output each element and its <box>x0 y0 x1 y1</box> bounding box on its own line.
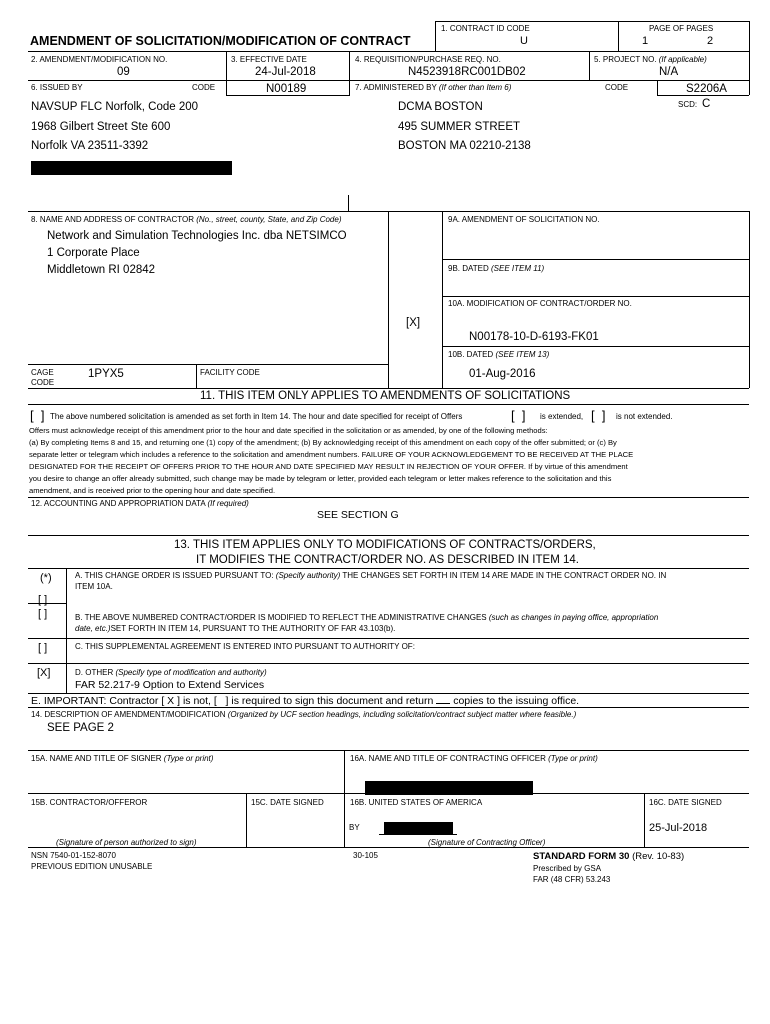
scd-value: C <box>702 98 711 110</box>
not-extended-checkbox[interactable]: [ ] <box>591 408 606 423</box>
standard-form-title <box>533 851 684 862</box>
item-13a-line-2: ITEM 10A. <box>75 582 113 591</box>
item-e-text-3: is required to sign this document and return <box>231 695 434 707</box>
officer-signature-caption: (Signature of Contracting Officer) <box>428 838 546 847</box>
previous-edition-note: PREVIOUS EDITION UNUSABLE <box>31 862 153 871</box>
issued-by-line-3: Norfolk VA 23511-3392 <box>31 140 149 152</box>
standard-form-rev: (Rev. 10-83) <box>632 851 685 862</box>
item-12-label-note: (If required) <box>207 499 249 508</box>
contractor-date-signed-label: 15C. DATE SIGNED <box>251 798 324 807</box>
item-11-para-line-3: separate letter or telegram which includes a reference to the solicitation and amendment numbers. FAILURE OF YOUR ACKNOWLEDGEMENT TO BE RECEIVED AT THE PLACE <box>29 450 634 459</box>
item-13b-text-2: SET FORTH IN ITEM 14, PURSUANT TO THE AUTHORITY OF FAR 43.103(b). <box>110 624 396 633</box>
requisition-label: 4. REQUISITION/PURCHASE REQ. NO. <box>355 55 501 64</box>
standard-form-name: STANDARD FORM 30 <box>533 851 630 862</box>
officer-name-label <box>350 754 598 763</box>
cage-code-value: 1PYX5 <box>88 368 124 380</box>
administered-by-label-text: 7. ADMINISTERED BY <box>355 83 437 92</box>
project-no-value: N/A <box>659 66 679 78</box>
item-12-value: SEE SECTION G <box>317 509 399 521</box>
dated-10b-value: 01-Aug-2016 <box>469 368 536 380</box>
administered-by-label <box>355 83 511 92</box>
modification-order-value: N00178-10-D-6193-FK01 <box>469 331 599 343</box>
modification-order-label: 10A. MODIFICATION OF CONTRACT/ORDER NO. <box>448 299 632 308</box>
item-13a-authority-note: (Specify authority) <box>275 571 341 580</box>
issued-code-label: CODE <box>192 83 216 92</box>
issued-by-line-2: 1968 Gilbert Street Ste 600 <box>31 121 171 133</box>
facility-code-label: FACILITY CODE <box>200 368 260 377</box>
redacted-block <box>31 161 232 175</box>
item-12-label <box>31 499 249 508</box>
item-13c-checkbox[interactable]: [ ] <box>38 642 48 654</box>
item-14-label-note: (Organized by UCF section headings, including solicitation/contract subject matter where feasible.) <box>227 710 577 719</box>
item-11-line-1: The above numbered solicitation is amended as set forth in Item 14. The hour and date specified for receipt of Offers <box>50 412 463 421</box>
extended-label: is extended, <box>540 412 584 421</box>
item-e-x-mark: X <box>167 695 175 707</box>
item-11-para-line-5: you desire to change an offer already submitted, such change may be made by telegram or letter, provided each telegram or letter makes reference to the solicitation and this <box>29 474 612 483</box>
signer-name-label-text: 15A. NAME AND TITLE OF SIGNER <box>31 754 162 763</box>
cage-label-line-1: CAGE <box>31 368 54 377</box>
admin-code-value: S2206A <box>686 83 727 95</box>
dated-10b-label-note: (SEE ITEM 13) <box>495 350 550 359</box>
item-13b-note-2: date, etc.) <box>75 624 111 633</box>
dated-10b-label-text: 10B. DATED <box>448 350 494 359</box>
not-extended-label: is not extended. <box>616 412 673 421</box>
officer-name-label-note: (Type or print) <box>548 754 598 763</box>
united-states-label: 16B. UNITED STATES OF AMERICA <box>350 798 483 807</box>
item-e-text-2: is not, <box>182 695 211 707</box>
contractor-label <box>31 215 342 224</box>
admin-code-label: CODE <box>605 83 629 92</box>
item-13b-line-1 <box>75 613 658 622</box>
item-11-checkbox[interactable]: [ ] <box>30 408 45 423</box>
amendment-no-label: 2. AMENDMENT/MODIFICATION NO. <box>31 55 168 64</box>
item-13d-checkbox[interactable]: [X] <box>37 667 51 679</box>
administered-by-label-note: (If other than Item 6) <box>438 83 512 92</box>
item-13d-note: (Specify type of modification and authority) <box>115 668 267 677</box>
item-13d-value: FAR 52.217-9 Option to Extend Services <box>75 679 265 691</box>
page-of-pages-label: PAGE OF PAGES <box>649 24 714 33</box>
prescribed-by: Prescribed by GSA <box>533 864 602 873</box>
amendment-solicitation-label: 9A. AMENDMENT OF SOLICITATION NO. <box>448 215 600 224</box>
dated-9b-label-note: (SEE ITEM 11) <box>490 264 545 273</box>
item-13b-note: (such as changes in paying office, appropriation <box>488 613 659 622</box>
administered-by-line-1: DCMA BOSTON <box>398 101 483 113</box>
dated-10b-label <box>448 350 549 359</box>
item-13c-text: C. THIS SUPPLEMENTAL AGREEMENT IS ENTERED INTO PURSUANT TO AUTHORITY OF: <box>75 642 415 651</box>
officer-name-label-text: 16A. NAME AND TITLE OF CONTRACTING OFFICER <box>350 754 546 763</box>
project-no-label-note: (If applicable) <box>658 55 707 64</box>
issued-by-label: 6. ISSUED BY <box>31 83 83 92</box>
item-e-checkbox-required[interactable]: [ X ] <box>161 695 181 707</box>
contractor-line-3: Middletown RI 02842 <box>47 264 156 276</box>
copies-blank[interactable] <box>436 703 450 704</box>
item-13d-text: D. OTHER <box>75 668 114 677</box>
page-number: 1 <box>642 35 649 47</box>
item-13a-text: A. THIS CHANGE ORDER IS ISSUED PURSUANT TO: <box>75 571 274 580</box>
item-13-heading-1: 13. THIS ITEM APPLIES ONLY TO MODIFICATIONS OF CONTRACTS/ORDERS, <box>174 539 596 551</box>
item-13-heading-2: IT MODIFIES THE CONTRACT/ORDER NO. AS DESCRIBED IN ITEM 14. <box>196 554 579 566</box>
contractor-line-1: Network and Simulation Technologies Inc. dba NETSIMCO <box>47 230 347 242</box>
item-13d-label <box>75 668 267 677</box>
modification-checkbox[interactable]: [X] <box>406 317 421 329</box>
item-11-heading: 11. THIS ITEM ONLY APPLIES TO AMENDMENTS OF SOLICITATIONS <box>200 390 571 402</box>
effective-date-value: 24-Jul-2018 <box>255 66 316 78</box>
contractor-line-2: 1 Corporate Place <box>47 247 140 259</box>
form-code: 30-105 <box>353 851 378 860</box>
by-label: BY <box>349 823 360 832</box>
far-reference: FAR (48 CFR) 53.243 <box>533 875 611 884</box>
officer-date-signed-value: 25-Jul-2018 <box>649 822 708 834</box>
item-13b-line-2 <box>75 624 395 633</box>
extended-checkbox[interactable]: [ ] <box>511 408 526 423</box>
redacted-officer-name <box>365 781 533 795</box>
dated-9b-label <box>448 264 544 273</box>
dated-9b-label-text: 9B. DATED <box>448 264 489 273</box>
item-13a-text-tail: THE CHANGES SET FORTH IN ITEM 14 ARE MADE IN THE CONTRACT ORDER NO. IN <box>342 571 667 580</box>
item-11-para-line-2: (a) By completing Items 8 and 15, and returning one (1) copy of the amendment; (b) By acknowledging receipt of this amendment on each copy of the offer submitted; or (c) By <box>29 438 617 447</box>
item-e-text-1: E. IMPORTANT: Contractor <box>31 695 159 707</box>
item-e-text-4: copies to the issuing office. <box>453 695 580 707</box>
signer-name-label-note: (Type or print) <box>163 754 214 763</box>
item-13a-mark[interactable]: (*) <box>40 572 52 584</box>
contract-id-value: U <box>520 35 528 47</box>
requisition-value: N4523918RC001DB02 <box>408 66 526 78</box>
item-13a-line-1 <box>75 571 666 580</box>
amendment-no-value: 09 <box>117 66 130 78</box>
item-e-checkbox-not-required[interactable]: [ ] <box>213 695 229 707</box>
item-e-line <box>31 695 579 707</box>
contractor-label-text: 8. NAME AND ADDRESS OF CONTRACTOR <box>31 215 194 224</box>
redacted-officer-signature <box>384 822 453 834</box>
signer-name-label <box>31 754 213 763</box>
issued-code-value: N00189 <box>266 83 307 95</box>
contractor-signature-caption: (Signature of person authorized to sign) <box>56 838 197 847</box>
item-12-label-text: 12. ACCOUNTING AND APPROPRIATION DATA <box>31 499 206 508</box>
item-14-label-text: 14. DESCRIPTION OF AMENDMENT/MODIFICATION <box>31 710 226 719</box>
item-13b-text: B. THE ABOVE NUMBERED CONTRACT/ORDER IS MODIFIED TO REFLECT THE ADMINISTRATIVE CHANGES <box>75 613 487 622</box>
contractor-offeror-label: 15B. CONTRACTOR/OFFEROR <box>31 798 148 807</box>
administered-by-line-3: BOSTON MA 02210-2138 <box>398 140 531 152</box>
item-13a-checkbox-2[interactable]: [ ] <box>38 594 48 606</box>
item-14-value: SEE PAGE 2 <box>47 722 114 734</box>
scd-label: SCD: <box>678 100 698 109</box>
item-14-label <box>31 710 576 719</box>
contract-id-label: 1. CONTRACT ID CODE <box>441 24 530 33</box>
project-no-label <box>594 55 707 64</box>
effective-date-label: 3. EFFECTIVE DATE <box>231 55 307 64</box>
administered-by-line-2: 495 SUMMER STREET <box>398 121 521 133</box>
project-no-label-text: 5. PROJECT NO. <box>594 55 657 64</box>
contractor-label-note: (No., street, county, State, and Zip Code) <box>196 215 342 224</box>
page-total: 2 <box>707 35 714 47</box>
item-11-para-line-1: Offers must acknowledge receipt of this amendment prior to the hour and date specified in the solicitation or as amended, by one of the following methods: <box>29 426 548 435</box>
cage-label-line-2: CODE <box>31 378 55 387</box>
form-title: AMENDMENT OF SOLICITATION/MODIFICATION OF CONTRACT <box>30 34 411 48</box>
item-11-para-line-4: DESIGNATED FOR THE RECEIPT OF OFFERS PRIOR TO THE HOUR AND DATE SPECIFIED MAY RESULT IN REJECTION OF YOUR OFFER. If by virtue of this amendment <box>29 462 628 471</box>
officer-date-signed-label: 16C. DATE SIGNED <box>649 798 722 807</box>
item-13b-checkbox[interactable]: [ ] <box>38 608 48 620</box>
nsn-number: NSN 7540-01-152-8070 <box>31 851 116 860</box>
issued-by-line-1: NAVSUP FLC Norfolk, Code 200 <box>31 101 199 113</box>
item-11-para-line-6: amendment, and is received prior to the opening hour and date specified. <box>29 486 276 495</box>
